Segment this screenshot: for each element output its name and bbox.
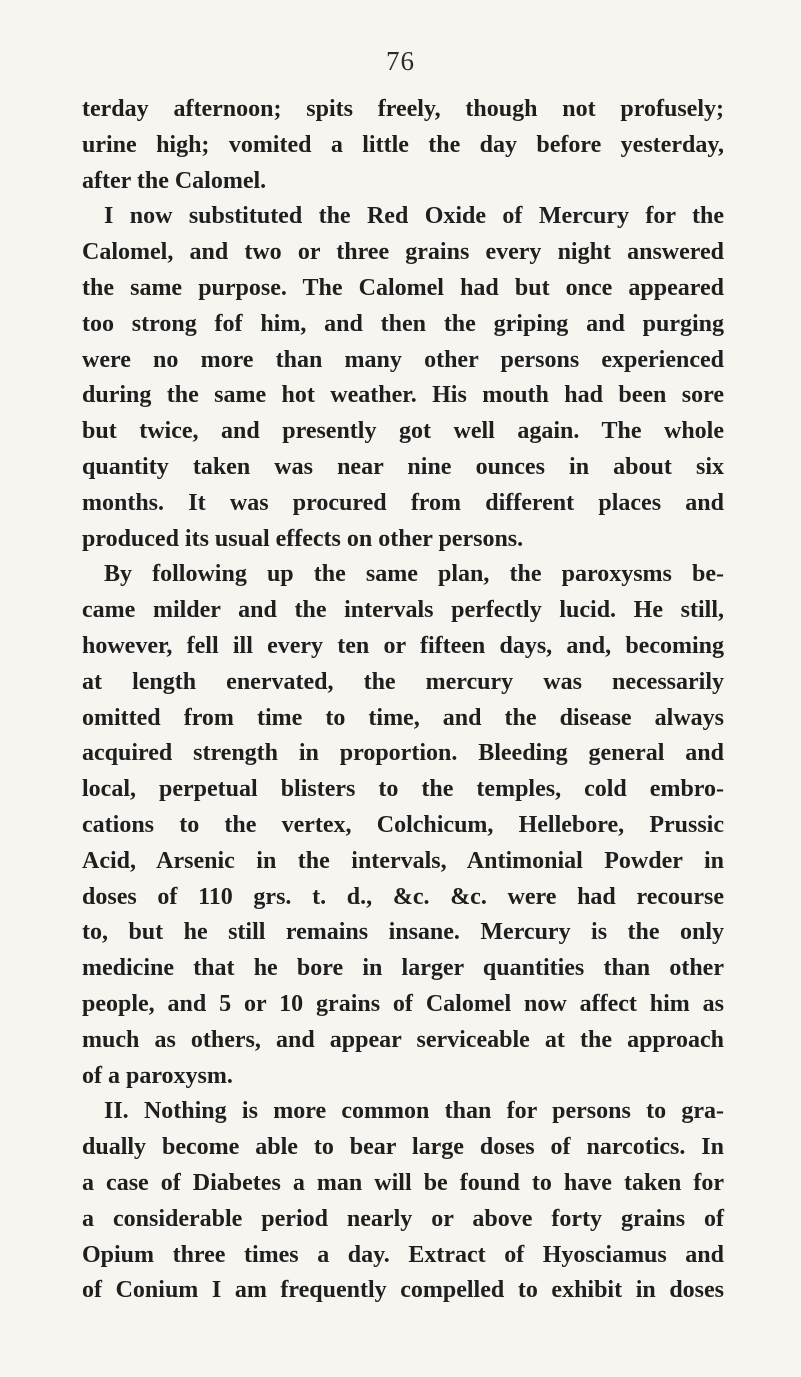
- text-line: during the same hot weather. His mouth had been sore: [82, 382, 724, 409]
- text-line: local, perpetual blisters to the temples, cold embro-: [82, 776, 724, 803]
- text-line: I now substituted the Red Oxide of Mercury for the: [104, 203, 724, 230]
- page-number: 76: [386, 46, 415, 76]
- text-line: urine high; vomited a little the day before yesterday,: [82, 131, 724, 158]
- text-line: terday afternoon; spits freely, though not profusely;: [82, 96, 724, 122]
- text-line: of a paroxysm.: [82, 1062, 233, 1089]
- text-line: dually become able to bear large doses of narcotics. In: [82, 1134, 724, 1161]
- paragraph: [82, 199, 724, 557]
- text-line: doses of 110 grs. t. d., &c. &c. were had recourse: [82, 883, 724, 910]
- text-line: a case of Diabetes a man will be found to have taken for: [82, 1169, 724, 1196]
- text-line: medicine that he bore in larger quantities than other: [82, 955, 724, 982]
- text-line: acquired strength in proportion. Bleeding general and: [82, 740, 724, 767]
- text-line: By following up the same plan, the paroxysms be-: [104, 561, 724, 588]
- text-line: however, fell ill every ten or fifteen days, and, becoming: [82, 632, 724, 659]
- text-line: people, and 5 or 10 grains of Calomel now affect him as: [82, 990, 724, 1017]
- text-line: II. Nothing is more common than for persons to gra-: [104, 1098, 724, 1125]
- text-line: at length enervated, the mercury was necessarily: [82, 668, 724, 695]
- text-line: produced its usual effects on other persons.: [82, 525, 524, 552]
- text-line: Acid, Arsenic in the intervals, Antimonial Powder in: [82, 847, 724, 874]
- text-line: quantity taken was near nine ounces in about six: [82, 453, 724, 480]
- text-line: of Conium I am frequently compelled to exhibit in doses: [82, 1277, 724, 1304]
- paragraph: [82, 557, 724, 1094]
- text-line: to, but he still remains insane. Mercury is the only: [82, 919, 724, 946]
- text-line: too strong fof him, and then the griping and purging: [82, 310, 724, 337]
- body-text: [82, 92, 724, 1309]
- text-line: months. It was procured from different places and: [82, 489, 724, 516]
- text-line: were no more than many other persons experienced: [82, 346, 724, 373]
- text-line: the same purpose. The Calomel had but once appeared: [82, 274, 724, 301]
- paragraph: [82, 92, 724, 199]
- text-line: Opium three times a day. Extract of Hyosciamus and: [82, 1241, 724, 1268]
- text-line: but twice, and presently got well again. The whole: [82, 418, 724, 445]
- text-line: Calomel, and two or three grains every night answered: [82, 239, 724, 266]
- text-line: a considerable period nearly or above forty grains of: [82, 1205, 724, 1232]
- text-line: omitted from time to time, and the disease always: [82, 704, 724, 731]
- text-line: after the Calomel.: [82, 167, 267, 194]
- paragraph: [82, 1094, 724, 1309]
- text-line: much as others, and appear serviceable at the approach: [82, 1026, 724, 1053]
- text-line: came milder and the intervals perfectly lucid. He still,: [82, 597, 724, 624]
- text-line: cations to the vertex, Colchicum, Hellebore, Prussic: [82, 811, 724, 838]
